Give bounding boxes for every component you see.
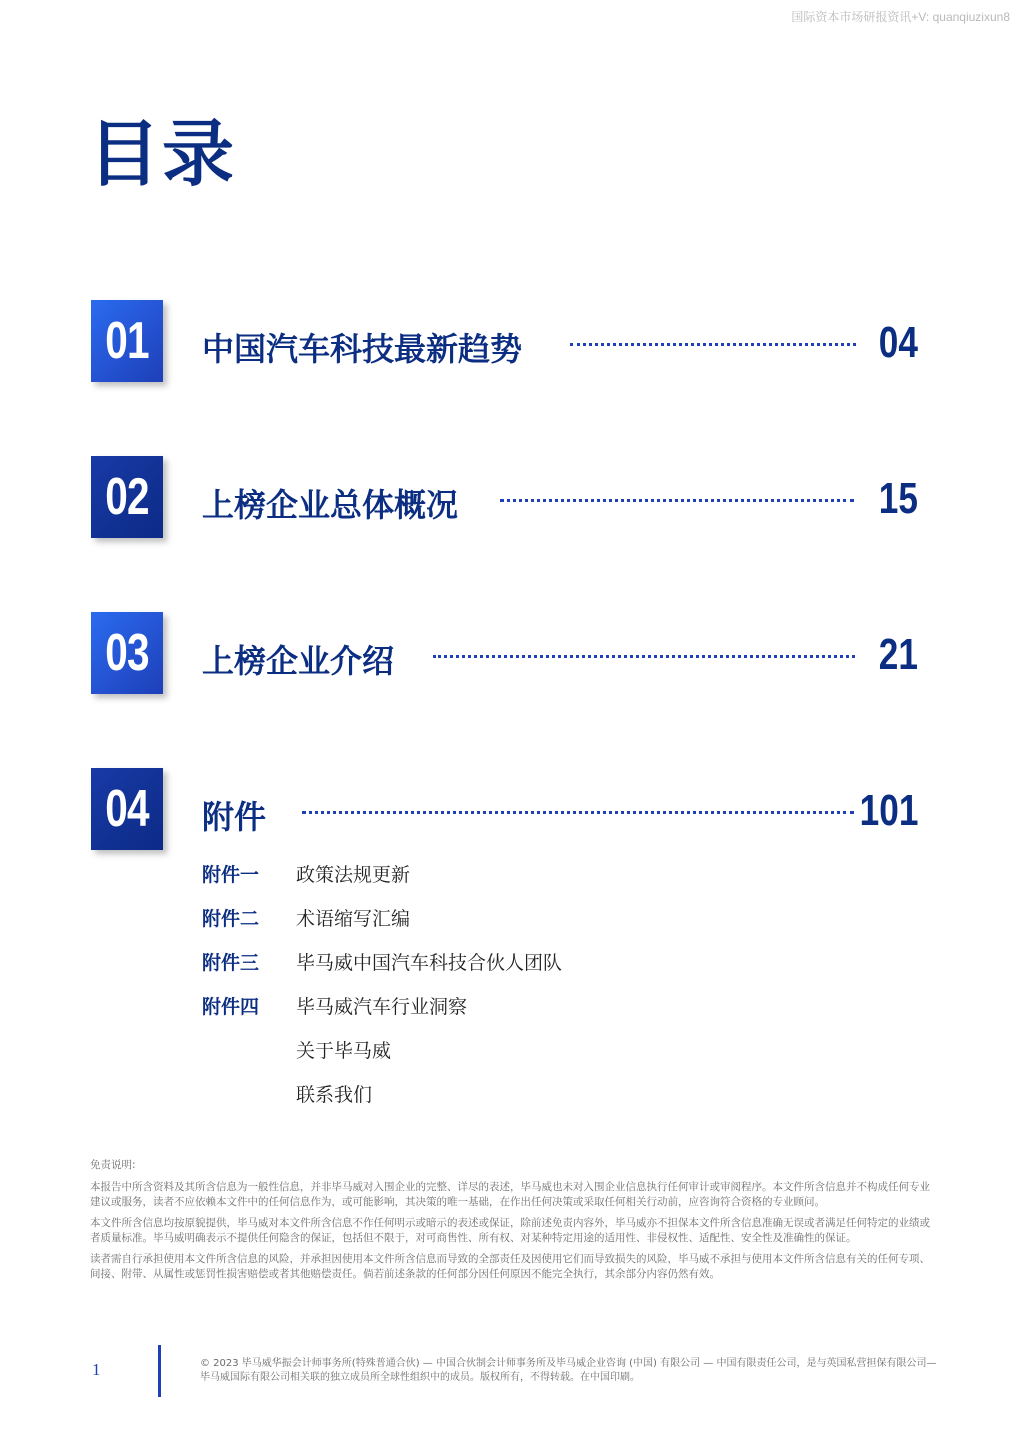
appendix-item[interactable] — [0, 904, 1020, 934]
dot-leader — [433, 655, 855, 658]
disclaimer-paragraph: 本文件所含信息均按原貌提供，毕马威对本文件所含信息不作任何明示或暗示的表述或保证，除前述免责内容外，毕马威亦不担保本文件所含信息准确无误或者满足任何特定的业绩或者质量标准。毕马威明确表示不提供任何隐含的保证，包括但不限于，对可商售性、所有权、对某种特定用途的适用性、非侵权性、适配性、安全性及准确性的保证。 — [90, 1217, 930, 1244]
section-number-box — [91, 456, 163, 538]
appendix-key: 附件三 — [202, 952, 260, 974]
appendix-key: 附件二 — [202, 908, 260, 930]
disclaimer-paragraph: 本报告中所含资料及其所含信息为一般性信息，并非毕马威对入围企业的完整、详尽的表述，毕马威也未对入围企业信息执行任何审计或审阅程序。本文件所含信息并不构成任何专业建议或服务，读者不应依赖本文件中的任何信息作为，或可能影响，其决策的唯一基础，在作出任何决策或采取任何相关行动前，应咨询符合资格的专业顾问。 — [90, 1181, 930, 1208]
dot-leader — [500, 499, 854, 502]
appendix-value[interactable]: 术语缩写汇编 — [296, 908, 411, 930]
footer-copyright: © 2023 毕马威华振会计师事务所(特殊普通合伙) — 中国合伙制会计师事务所及毕马威企业咨询 (中国) 有限公司 — 中国有限责任公司，是与英国私营担保有限公司— 毕马威国际有限公司相关联的独立成员所全球性组织中的成员。版权所有，不得转载。在中国印刷。 — [200, 1358, 937, 1383]
toc-label[interactable]: 中国汽车科技最新趋势 — [202, 330, 523, 368]
section-number-box — [91, 768, 163, 850]
watermark-text: 国际资本市场研报资讯+V: quanqiuzixun8 — [791, 10, 1010, 24]
appendix-key: 附件一 — [202, 864, 260, 886]
toc-row-02[interactable] — [0, 456, 1020, 542]
dot-leader — [570, 343, 856, 346]
appendix-item[interactable] — [0, 992, 1020, 1022]
appendix-value[interactable]: 联系我们 — [296, 1084, 373, 1106]
section-number: 02 — [105, 468, 149, 526]
disclaimer-heading: 免责说明: — [90, 1159, 136, 1171]
footer-page-number: 1 — [92, 1360, 101, 1379]
toc-page-number: 15 — [878, 474, 918, 523]
appendix-item[interactable] — [0, 948, 1020, 978]
appendix-value[interactable]: 毕马威汽车行业洞察 — [296, 996, 468, 1018]
toc-row-01[interactable] — [0, 300, 1020, 386]
section-number: 03 — [105, 624, 149, 682]
appendix-value[interactable]: 毕马威中国汽车科技合伙人团队 — [296, 952, 563, 974]
footer-divider — [158, 1345, 161, 1397]
toc-label[interactable]: 上榜企业总体概况 — [202, 486, 459, 524]
dot-leader — [302, 811, 854, 814]
disclaimer — [90, 1158, 930, 1288]
toc-label[interactable]: 上榜企业介绍 — [202, 642, 395, 680]
section-number-box — [91, 300, 163, 382]
appendix-value[interactable]: 政策法规更新 — [296, 864, 411, 886]
page-title: 目录 — [88, 112, 237, 196]
toc-row-04[interactable] — [0, 768, 1020, 854]
section-number: 01 — [105, 312, 149, 370]
appendix-item[interactable] — [0, 1036, 1020, 1066]
appendix-value[interactable]: 关于毕马威 — [296, 1040, 392, 1062]
appendix-item[interactable] — [0, 1080, 1020, 1110]
appendix-item[interactable] — [0, 860, 1020, 890]
toc-page-number: 21 — [878, 630, 918, 679]
disclaimer-paragraph: 读者需自行承担使用本文件所含信息的风险，并承担因使用本文件所含信息而导致的全部责任及因使用它们而导致损失的风险，毕马威不承担与使用本文件所含信息有关的任何专项、间接、附带、从属性或惩罚性损害赔偿或者其他赔偿责任。倘若前述条款的任何部分因任何原因不能完全执行，其余部分内容仍然有效。 — [90, 1253, 930, 1280]
toc-page-number: 04 — [878, 318, 918, 367]
appendix-key: 附件四 — [202, 996, 260, 1018]
toc-label[interactable]: 附件 — [202, 798, 267, 836]
section-number-box — [91, 612, 163, 694]
toc-page-number: 101 — [859, 786, 918, 835]
toc-row-03[interactable] — [0, 612, 1020, 698]
section-number: 04 — [105, 780, 149, 838]
